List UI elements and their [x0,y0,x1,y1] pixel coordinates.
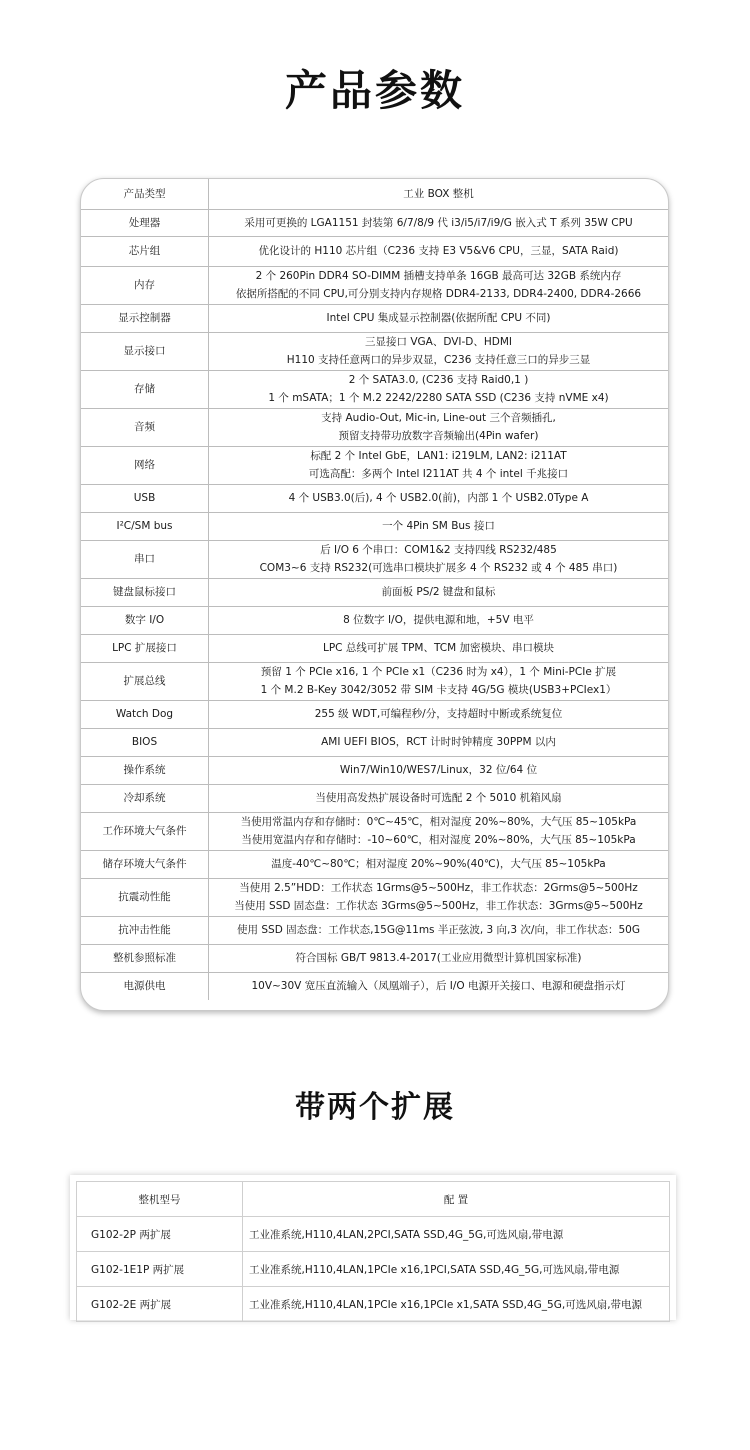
spec-value: 当使用常温内存和存储时：0℃~45℃，相对湿度 20%~80%，大气压 85~105kPa 当使用宽温内存和存储时：-10~60℃，相对湿度 20%~80%，大气压 85~105kPa [209,812,669,850]
spec-label: 电源供电 [81,972,209,1000]
spec-label: BIOS [81,728,209,756]
config-model: G102-2E 两扩展 [77,1287,243,1322]
config-value: 工业准系统,H110,4LAN,1PCIe x16,1PCI,SATA SSD,4G_5G,可选风扇,带电源 [243,1252,670,1287]
spec-label: 显示控制器 [81,304,209,332]
spec-label: USB [81,484,209,512]
spec-label: 存储 [81,370,209,408]
config-table-card [70,1175,676,1320]
spec-label: I²C/SM bus [81,512,209,540]
page-title: 产品参数 [284,66,465,115]
spec-row [81,634,668,662]
spec-label: 扩展总线 [81,662,209,700]
spec-row [81,606,668,634]
spec-label: 整机参照标准 [81,944,209,972]
spec-row [81,662,668,700]
spec-row [81,700,668,728]
spec-table-card [80,178,669,1011]
spec-row [81,304,668,332]
spec-row [81,578,668,606]
spec-label: 操作系统 [81,756,209,784]
spec-row [81,916,668,944]
config-model: G102-1E1P 两扩展 [77,1252,243,1287]
spec-row [81,728,668,756]
spec-row [81,540,668,578]
spec-value: 当使用 2.5”HDD：工作状态 1Grms@5~500Hz，非工作状态：2Grms@5~500Hz 当使用 SSD 固态盘：工作状态 3Grms@5~500Hz，非工作状态：3Grms@5~500Hz [209,878,669,916]
config-header-model: 整机型号 [77,1182,243,1217]
spec-value: 255 级 WDT,可编程秒/分，支持超时中断或系统复位 [209,700,669,728]
config-row [77,1287,670,1322]
spec-value: 一个 4Pin SM Bus 接口 [209,512,669,540]
spec-label: 音频 [81,408,209,446]
spec-row [81,812,668,850]
spec-row [81,484,668,512]
spec-value: 符合国标 GB/T 9813.4-2017(工业应用微型计算机国家标准) [209,944,669,972]
spec-label: 串口 [81,540,209,578]
config-row [77,1217,670,1252]
spec-label: 内存 [81,266,209,304]
spec-label: 键盘鼠标接口 [81,578,209,606]
spec-row [81,408,668,446]
spec-row [81,332,668,370]
spec-row [81,878,668,916]
config-value: 工业准系统,H110,4LAN,2PCI,SATA SSD,4G_5G,可选风扇,带电源 [243,1217,670,1252]
spec-row [81,179,668,209]
spec-value: 优化设计的 H110 芯片组（C236 支持 E3 V5&V6 CPU，三显，SATA Raid) [209,236,669,266]
config-header-row [77,1182,670,1217]
spec-label: LPC 扩展接口 [81,634,209,662]
spec-value: 前面板 PS/2 键盘和鼠标 [209,578,669,606]
spec-label: 数字 I/O [81,606,209,634]
spec-row [81,370,668,408]
spec-label: 显示接口 [81,332,209,370]
spec-value: 2 个 260Pin DDR4 SO-DIMM 插槽支持单条 16GB 最高可达 32GB 系统内存 依据所搭配的不同 CPU,可分别支持内存规格 DDR4-2133, DDR4-2400, DDR4-2666 [209,266,669,304]
spec-value: 使用 SSD 固态盘：工作状态,15G@11ms 半正弦波, 3 向,3 次/向，非工作状态：50G [209,916,669,944]
spec-table [81,179,668,1000]
spec-label: 抗冲击性能 [81,916,209,944]
spec-value: 温度-40℃~80℃；相对湿度 20%~90%(40℃)，大气压 85~105kPa [209,850,669,878]
spec-label: 产品类型 [81,179,209,209]
spec-value: Intel CPU 集成显示控制器(依据所配 CPU 不同) [209,304,669,332]
spec-value: 8 位数字 I/O，提供电源和地，+5V 电平 [209,606,669,634]
spec-label: 抗震动性能 [81,878,209,916]
spec-value: 工业 BOX 整机 [209,179,669,209]
spec-row [81,784,668,812]
spec-label: 网络 [81,446,209,484]
spec-value: 支持 Audio-Out, Mic-in, Line-out 三个音频插孔, 预留支持带功放数字音频输出(4Pin wafer) [209,408,669,446]
spec-row [81,512,668,540]
spec-label: 芯片组 [81,236,209,266]
spec-value: Win7/Win10/WES7/Linux，32 位/64 位 [209,756,669,784]
spec-row [81,236,668,266]
spec-row [81,756,668,784]
spec-value: 当使用高发热扩展设备时可选配 2 个 5010 机箱风扇 [209,784,669,812]
config-table [76,1181,670,1322]
spec-value: 预留 1 个 PCIe x16, 1 个 PCIe x1（C236 时为 x4），1 个 Mini-PCIe 扩展 1 个 M.2 B-Key 3042/3052 带 SIM 卡支持 4G/5G 模块(USB3+PCIex1） [209,662,669,700]
spec-row [81,209,668,236]
spec-value: 标配 2 个 Intel GbE，LAN1: i219LM, LAN2: i211AT 可选高配：多两个 Intel I211AT 共 4 个 intel 千兆接口 [209,446,669,484]
spec-label: Watch Dog [81,700,209,728]
spec-value: 后 I/O 6 个串口：COM1&2 支持四线 RS232/485 COM3~6 支持 RS232(可选串口模块扩展多 4 个 RS232 或 4 个 485 串口) [209,540,669,578]
spec-label: 冷却系统 [81,784,209,812]
spec-value: 三显接口 VGA、DVI-D、HDMI H110 支持任意两口的异步双显，C236 支持任意三口的异步三显 [209,332,669,370]
config-value: 工业准系统,H110,4LAN,1PCIe x16,1PCIe x1,SATA SSD,4G_5G,可选风扇,带电源 [243,1287,670,1322]
config-row [77,1252,670,1287]
spec-row [81,944,668,972]
spec-row [81,266,668,304]
config-model: G102-2P 两扩展 [77,1217,243,1252]
spec-label: 储存环境大气条件 [81,850,209,878]
spec-label: 工作环境大气条件 [81,812,209,850]
spec-label: 处理器 [81,209,209,236]
spec-value: 10V~30V 宽压直流输入（凤凰端子），后 I/O 电源开关接口、电源和硬盘指示灯 [251,980,626,993]
expansion-title: 带两个扩展 [295,1090,455,1125]
spec-value: 采用可更换的 LGA1151 封装第 6/7/8/9 代 i3/i5/i7/i9/G 嵌入式 T 系列 35W CPU [209,209,669,236]
spec-value: 2 个 SATA3.0, (C236 支持 Raid0,1 ) 1 个 mSATA；1 个 M.2 2242/2280 SATA SSD (C236 支持 nVME x4) [209,370,669,408]
spec-row [81,972,668,1000]
spec-value: AMI UEFI BIOS，RCT 计时时钟精度 30PPM 以内 [209,728,669,756]
spec-value: 4 个 USB3.0(后), 4 个 USB2.0(前)，内部 1 个 USB2.0Type A [209,484,669,512]
spec-row [81,850,668,878]
config-header-config: 配 置 [243,1182,670,1217]
spec-value: LPC 总线可扩展 TPM、TCM 加密模块、串口模块 [209,634,669,662]
spec-row [81,446,668,484]
